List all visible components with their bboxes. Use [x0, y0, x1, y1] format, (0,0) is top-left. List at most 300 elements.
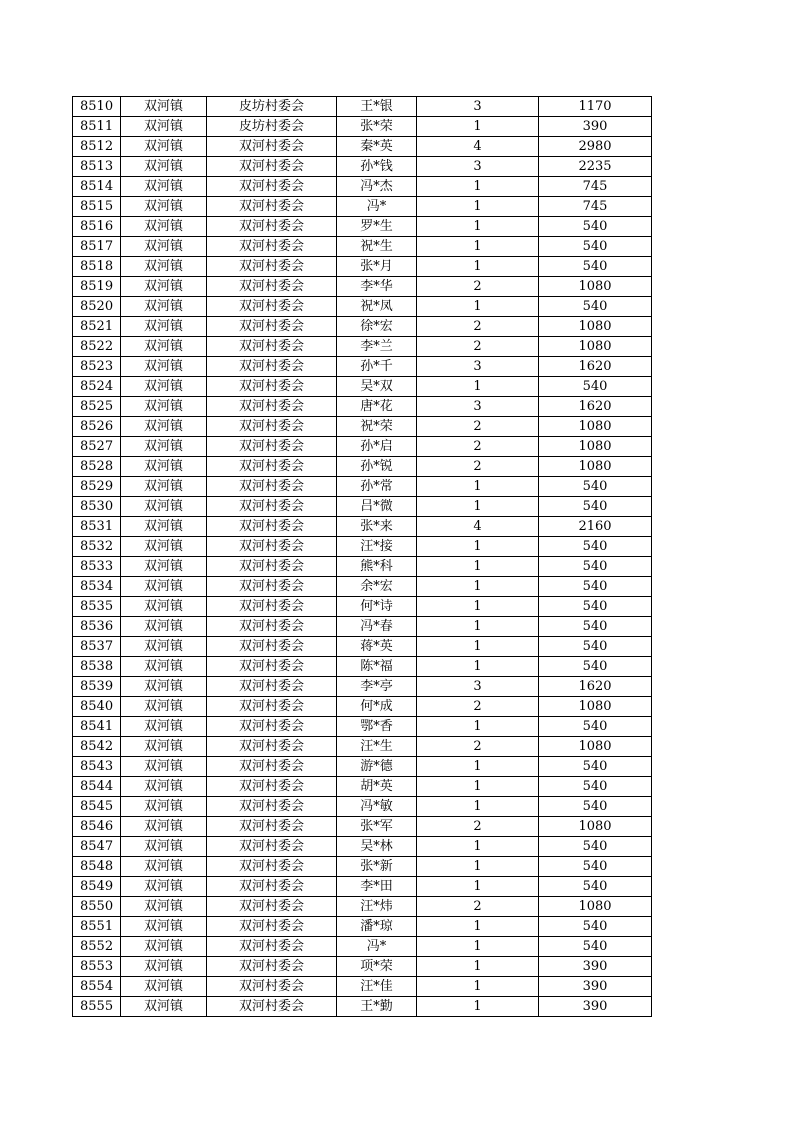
cell-village: 双河村委会: [207, 897, 337, 917]
cell-name: 冯*: [337, 937, 417, 957]
cell-village: 双河村委会: [207, 237, 337, 257]
table-row: [73, 717, 652, 737]
table-row: [73, 97, 652, 117]
table-row: [73, 737, 652, 757]
cell-town: 双河镇: [121, 297, 207, 317]
cell-row-number: 8525: [73, 397, 121, 417]
cell-town: 双河镇: [121, 517, 207, 537]
cell-amount: 540: [539, 237, 652, 257]
table-row: [73, 157, 652, 177]
cell-name: 唐*花: [337, 397, 417, 417]
cell-name: 孙*启: [337, 437, 417, 457]
cell-row-number: 8520: [73, 297, 121, 317]
cell-amount: 540: [539, 777, 652, 797]
cell-name: 祝*生: [337, 237, 417, 257]
cell-row-number: 8530: [73, 497, 121, 517]
table-row: [73, 877, 652, 897]
cell-name: 王*勤: [337, 997, 417, 1017]
cell-count: 4: [417, 137, 539, 157]
cell-row-number: 8531: [73, 517, 121, 537]
cell-count: 3: [417, 357, 539, 377]
cell-row-number: 8535: [73, 597, 121, 617]
cell-town: 双河镇: [121, 337, 207, 357]
cell-village: 双河村委会: [207, 497, 337, 517]
cell-name: 张*军: [337, 817, 417, 837]
cell-row-number: 8510: [73, 97, 121, 117]
cell-row-number: 8522: [73, 337, 121, 357]
cell-count: 1: [417, 957, 539, 977]
table-row: [73, 837, 652, 857]
cell-village: 双河村委会: [207, 457, 337, 477]
cell-amount: 2160: [539, 517, 652, 537]
cell-amount: 540: [539, 497, 652, 517]
cell-name: 胡*英: [337, 777, 417, 797]
cell-village: 双河村委会: [207, 477, 337, 497]
cell-town: 双河镇: [121, 97, 207, 117]
cell-town: 双河镇: [121, 497, 207, 517]
cell-amount: 540: [539, 577, 652, 597]
cell-town: 双河镇: [121, 477, 207, 497]
cell-name: 吴*林: [337, 837, 417, 857]
cell-amount: 540: [539, 717, 652, 737]
cell-name: 吴*双: [337, 377, 417, 397]
cell-row-number: 8529: [73, 477, 121, 497]
table-row: [73, 277, 652, 297]
cell-count: 1: [417, 857, 539, 877]
cell-count: 1: [417, 537, 539, 557]
cell-town: 双河镇: [121, 377, 207, 397]
cell-count: 1: [417, 257, 539, 277]
cell-amount: 1620: [539, 357, 652, 377]
cell-amount: 390: [539, 997, 652, 1017]
cell-name: 徐*宏: [337, 317, 417, 337]
cell-name: 潘*琼: [337, 917, 417, 937]
cell-count: 3: [417, 97, 539, 117]
cell-count: 2: [417, 737, 539, 757]
cell-count: 1: [417, 117, 539, 137]
cell-village: 双河村委会: [207, 657, 337, 677]
cell-amount: 540: [539, 217, 652, 237]
cell-name: 熊*科: [337, 557, 417, 577]
cell-amount: 1080: [539, 337, 652, 357]
cell-count: 1: [417, 237, 539, 257]
cell-name: 李*田: [337, 877, 417, 897]
table-row: [73, 697, 652, 717]
cell-row-number: 8546: [73, 817, 121, 837]
cell-village: 双河村委会: [207, 577, 337, 597]
cell-village: 双河村委会: [207, 137, 337, 157]
cell-row-number: 8555: [73, 997, 121, 1017]
table-row: [73, 217, 652, 237]
cell-name: 冯*春: [337, 617, 417, 637]
cell-row-number: 8552: [73, 937, 121, 957]
cell-row-number: 8542: [73, 737, 121, 757]
table-row: [73, 197, 652, 217]
cell-amount: 540: [539, 857, 652, 877]
cell-village: 双河村委会: [207, 877, 337, 897]
cell-amount: 540: [539, 637, 652, 657]
cell-name: 蒋*英: [337, 637, 417, 657]
cell-amount: 1080: [539, 417, 652, 437]
cell-count: 1: [417, 177, 539, 197]
cell-name: 祝*荣: [337, 417, 417, 437]
cell-row-number: 8517: [73, 237, 121, 257]
cell-row-number: 8528: [73, 457, 121, 477]
cell-name: 李*华: [337, 277, 417, 297]
cell-count: 2: [417, 317, 539, 337]
cell-name: 余*宏: [337, 577, 417, 597]
cell-amount: 1620: [539, 677, 652, 697]
table-row: [73, 857, 652, 877]
table-row: [73, 137, 652, 157]
cell-amount: 1080: [539, 697, 652, 717]
table-row: [73, 457, 652, 477]
cell-count: 1: [417, 297, 539, 317]
cell-town: 双河镇: [121, 977, 207, 997]
cell-name: 张*月: [337, 257, 417, 277]
cell-name: 汪*生: [337, 737, 417, 757]
cell-village: 双河村委会: [207, 297, 337, 317]
cell-village: 双河村委会: [207, 737, 337, 757]
cell-town: 双河镇: [121, 777, 207, 797]
cell-name: 李*兰: [337, 337, 417, 357]
cell-row-number: 8545: [73, 797, 121, 817]
cell-town: 双河镇: [121, 457, 207, 477]
cell-village: 双河村委会: [207, 857, 337, 877]
table-row: [73, 777, 652, 797]
cell-count: 1: [417, 797, 539, 817]
cell-name: 游*德: [337, 757, 417, 777]
cell-village: 双河村委会: [207, 697, 337, 717]
cell-name: 祝*凤: [337, 297, 417, 317]
cell-amount: 540: [539, 617, 652, 637]
table-row: [73, 577, 652, 597]
cell-row-number: 8554: [73, 977, 121, 997]
cell-village: 双河村委会: [207, 317, 337, 337]
cell-row-number: 8551: [73, 917, 121, 937]
cell-amount: 390: [539, 957, 652, 977]
cell-town: 双河镇: [121, 217, 207, 237]
cell-amount: 1620: [539, 397, 652, 417]
cell-count: 1: [417, 557, 539, 577]
cell-town: 双河镇: [121, 877, 207, 897]
cell-row-number: 8544: [73, 777, 121, 797]
cell-name: 吕*微: [337, 497, 417, 517]
cell-row-number: 8512: [73, 137, 121, 157]
cell-village: 双河村委会: [207, 177, 337, 197]
cell-row-number: 8526: [73, 417, 121, 437]
table-row: [73, 257, 652, 277]
cell-row-number: 8527: [73, 437, 121, 457]
cell-town: 双河镇: [121, 357, 207, 377]
cell-town: 双河镇: [121, 617, 207, 637]
cell-town: 双河镇: [121, 437, 207, 457]
table-row: [73, 937, 652, 957]
cell-row-number: 8515: [73, 197, 121, 217]
cell-town: 双河镇: [121, 637, 207, 657]
cell-row-number: 8511: [73, 117, 121, 137]
cell-row-number: 8550: [73, 897, 121, 917]
data-table: [72, 96, 652, 1017]
cell-count: 1: [417, 477, 539, 497]
cell-amount: 540: [539, 297, 652, 317]
cell-count: 3: [417, 397, 539, 417]
table-row: [73, 477, 652, 497]
cell-row-number: 8514: [73, 177, 121, 197]
table-row: [73, 757, 652, 777]
cell-town: 双河镇: [121, 897, 207, 917]
cell-name: 汪*佳: [337, 977, 417, 997]
cell-row-number: 8548: [73, 857, 121, 877]
cell-town: 双河镇: [121, 837, 207, 857]
cell-name: 冯*杰: [337, 177, 417, 197]
cell-amount: 540: [539, 537, 652, 557]
cell-amount: 390: [539, 117, 652, 137]
table-row: [73, 537, 652, 557]
cell-village: 双河村委会: [207, 257, 337, 277]
cell-amount: 540: [539, 477, 652, 497]
cell-town: 双河镇: [121, 737, 207, 757]
table-row: [73, 597, 652, 617]
cell-amount: 1080: [539, 457, 652, 477]
cell-amount: 540: [539, 937, 652, 957]
cell-town: 双河镇: [121, 197, 207, 217]
cell-count: 3: [417, 157, 539, 177]
cell-town: 双河镇: [121, 957, 207, 977]
cell-town: 双河镇: [121, 677, 207, 697]
cell-village: 双河村委会: [207, 597, 337, 617]
cell-village: 双河村委会: [207, 617, 337, 637]
cell-name: 孙*千: [337, 357, 417, 377]
cell-name: 汪*炜: [337, 897, 417, 917]
cell-count: 1: [417, 877, 539, 897]
cell-village: 双河村委会: [207, 797, 337, 817]
cell-name: 冯*: [337, 197, 417, 217]
cell-count: 3: [417, 677, 539, 697]
table-row: [73, 377, 652, 397]
cell-town: 双河镇: [121, 997, 207, 1017]
cell-village: 双河村委会: [207, 717, 337, 737]
cell-count: 2: [417, 697, 539, 717]
cell-name: 项*荣: [337, 957, 417, 977]
cell-amount: 540: [539, 797, 652, 817]
table-row: [73, 797, 652, 817]
cell-village: 双河村委会: [207, 517, 337, 537]
cell-amount: 540: [539, 657, 652, 677]
cell-town: 双河镇: [121, 937, 207, 957]
cell-town: 双河镇: [121, 157, 207, 177]
cell-name: 何*诗: [337, 597, 417, 617]
cell-village: 皮坊村委会: [207, 97, 337, 117]
cell-row-number: 8536: [73, 617, 121, 637]
cell-count: 2: [417, 817, 539, 837]
cell-village: 双河村委会: [207, 757, 337, 777]
cell-count: 1: [417, 597, 539, 617]
cell-village: 双河村委会: [207, 837, 337, 857]
cell-row-number: 8538: [73, 657, 121, 677]
table-row: [73, 957, 652, 977]
cell-village: 双河村委会: [207, 557, 337, 577]
cell-count: 1: [417, 837, 539, 857]
cell-name: 罗*生: [337, 217, 417, 237]
cell-amount: 540: [539, 877, 652, 897]
cell-name: 张*新: [337, 857, 417, 877]
cell-count: 1: [417, 997, 539, 1017]
cell-village: 双河村委会: [207, 277, 337, 297]
cell-amount: 540: [539, 377, 652, 397]
cell-row-number: 8533: [73, 557, 121, 577]
table-row: [73, 617, 652, 637]
cell-amount: 540: [539, 917, 652, 937]
cell-village: 双河村委会: [207, 377, 337, 397]
cell-row-number: 8539: [73, 677, 121, 697]
cell-town: 双河镇: [121, 397, 207, 417]
cell-town: 双河镇: [121, 417, 207, 437]
cell-village: 双河村委会: [207, 357, 337, 377]
table-row: [73, 817, 652, 837]
cell-name: 鄂*香: [337, 717, 417, 737]
cell-count: 1: [417, 757, 539, 777]
table-row: [73, 357, 652, 377]
cell-town: 双河镇: [121, 557, 207, 577]
table-row: [73, 677, 652, 697]
cell-village: 双河村委会: [207, 957, 337, 977]
cell-count: 2: [417, 277, 539, 297]
cell-amount: 2235: [539, 157, 652, 177]
cell-village: 双河村委会: [207, 337, 337, 357]
cell-town: 双河镇: [121, 697, 207, 717]
cell-town: 双河镇: [121, 137, 207, 157]
cell-town: 双河镇: [121, 817, 207, 837]
cell-town: 双河镇: [121, 857, 207, 877]
table-row: [73, 337, 652, 357]
cell-count: 1: [417, 197, 539, 217]
cell-amount: 2980: [539, 137, 652, 157]
cell-amount: 1170: [539, 97, 652, 117]
cell-amount: 1080: [539, 897, 652, 917]
cell-town: 双河镇: [121, 797, 207, 817]
table-row: [73, 637, 652, 657]
table-row: [73, 997, 652, 1017]
cell-town: 双河镇: [121, 597, 207, 617]
cell-town: 双河镇: [121, 757, 207, 777]
cell-count: 1: [417, 657, 539, 677]
cell-town: 双河镇: [121, 317, 207, 337]
cell-town: 双河镇: [121, 657, 207, 677]
cell-name: 李*亭: [337, 677, 417, 697]
cell-count: 4: [417, 517, 539, 537]
cell-count: 1: [417, 377, 539, 397]
cell-count: 2: [417, 437, 539, 457]
cell-row-number: 8547: [73, 837, 121, 857]
cell-village: 双河村委会: [207, 417, 337, 437]
cell-name: 冯*敏: [337, 797, 417, 817]
cell-name: 孙*常: [337, 477, 417, 497]
cell-village: 双河村委会: [207, 937, 337, 957]
cell-town: 双河镇: [121, 277, 207, 297]
cell-village: 双河村委会: [207, 677, 337, 697]
cell-village: 双河村委会: [207, 977, 337, 997]
cell-town: 双河镇: [121, 577, 207, 597]
cell-name: 张*来: [337, 517, 417, 537]
cell-town: 双河镇: [121, 717, 207, 737]
cell-amount: 1080: [539, 437, 652, 457]
table-row: [73, 977, 652, 997]
cell-count: 1: [417, 977, 539, 997]
cell-row-number: 8540: [73, 697, 121, 717]
table-row: [73, 897, 652, 917]
table-row: [73, 917, 652, 937]
cell-row-number: 8519: [73, 277, 121, 297]
cell-count: 1: [417, 497, 539, 517]
cell-name: 孙*钱: [337, 157, 417, 177]
cell-name: 何*成: [337, 697, 417, 717]
cell-name: 秦*英: [337, 137, 417, 157]
cell-village: 双河村委会: [207, 637, 337, 657]
cell-village: 双河村委会: [207, 397, 337, 417]
cell-name: 张*荣: [337, 117, 417, 137]
cell-town: 双河镇: [121, 117, 207, 137]
cell-amount: 540: [539, 837, 652, 857]
cell-count: 1: [417, 637, 539, 657]
cell-village: 双河村委会: [207, 997, 337, 1017]
cell-amount: 745: [539, 177, 652, 197]
cell-village: 双河村委会: [207, 777, 337, 797]
table-row: [73, 177, 652, 197]
cell-count: 1: [417, 617, 539, 637]
cell-row-number: 8521: [73, 317, 121, 337]
cell-town: 双河镇: [121, 917, 207, 937]
cell-row-number: 8532: [73, 537, 121, 557]
cell-count: 2: [417, 897, 539, 917]
cell-amount: 390: [539, 977, 652, 997]
cell-amount: 540: [539, 557, 652, 577]
cell-row-number: 8541: [73, 717, 121, 737]
table-row: [73, 497, 652, 517]
cell-count: 2: [417, 417, 539, 437]
table-row: [73, 317, 652, 337]
cell-amount: 745: [539, 197, 652, 217]
cell-row-number: 8534: [73, 577, 121, 597]
cell-town: 双河镇: [121, 177, 207, 197]
cell-count: 1: [417, 777, 539, 797]
cell-village: 双河村委会: [207, 437, 337, 457]
table-body: [73, 97, 652, 1017]
cell-count: 1: [417, 937, 539, 957]
cell-town: 双河镇: [121, 237, 207, 257]
cell-count: 2: [417, 457, 539, 477]
cell-row-number: 8518: [73, 257, 121, 277]
cell-count: 1: [417, 217, 539, 237]
cell-name: 孙*锐: [337, 457, 417, 477]
table-row: [73, 297, 652, 317]
cell-count: 1: [417, 717, 539, 737]
cell-town: 双河镇: [121, 257, 207, 277]
cell-name: 陈*福: [337, 657, 417, 677]
cell-village: 双河村委会: [207, 217, 337, 237]
table-row: [73, 557, 652, 577]
table-row: [73, 117, 652, 137]
cell-amount: 540: [539, 757, 652, 777]
cell-amount: 540: [539, 257, 652, 277]
cell-amount: 1080: [539, 277, 652, 297]
cell-amount: 1080: [539, 737, 652, 757]
cell-village: 双河村委会: [207, 917, 337, 937]
cell-village: 双河村委会: [207, 157, 337, 177]
table-row: [73, 397, 652, 417]
cell-village: 双河村委会: [207, 537, 337, 557]
cell-amount: 1080: [539, 817, 652, 837]
